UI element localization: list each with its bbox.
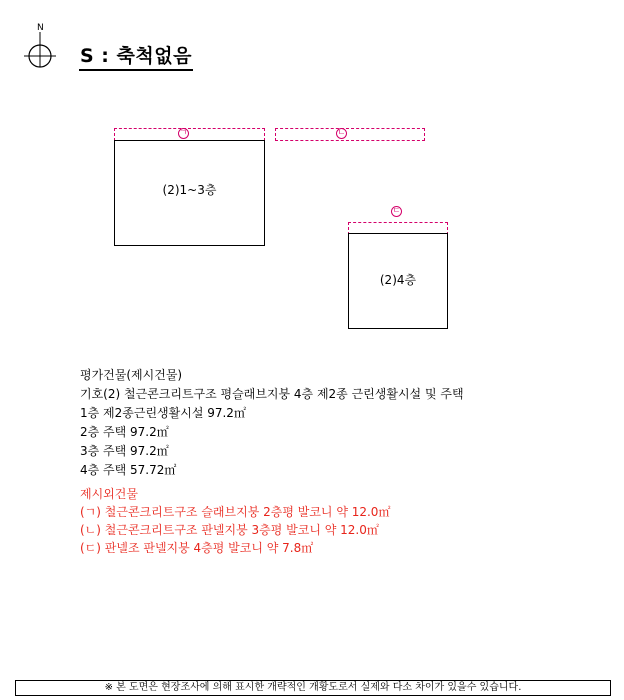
excluded-building-info — [80, 485, 390, 557]
marker-a-label: ㄱ — [179, 128, 188, 137]
balcony-b-outline — [275, 128, 425, 141]
excluded-item: (ㄷ) 판넬조 판넬지붕 4층평 발코니 약 7.8㎡ — [80, 541, 314, 555]
marker-b — [336, 128, 347, 139]
floor-row: 4층 주택 57.72㎡ — [80, 463, 177, 477]
building-label: (2)1~3층 — [162, 183, 217, 197]
north-arrow-icon — [23, 20, 63, 70]
evaluated-building-info — [80, 366, 464, 480]
disclaimer-note: ※ 본 도면은 현장조사에 의해 표시한 개략적인 개황도로서 실제와 다소 차이가 있을수 있습니다. — [15, 680, 611, 696]
floor-row: 3층 주택 97.2㎡ — [80, 444, 169, 458]
excluded-title: 제시외건물 — [80, 487, 138, 501]
marker-c — [391, 206, 402, 217]
north-label: N — [37, 23, 44, 33]
floor-row: 1층 제2종근린생활시설 97.2㎡ — [80, 406, 246, 420]
info-title: 평가건물(제시건물) — [80, 368, 183, 382]
building-floors-1-3 — [114, 140, 265, 246]
marker-c-label: ㄷ — [392, 206, 401, 215]
info-description: 기호(2) 철근콘크리트구조 평슬래브지붕 4층 제2종 근린생활시설 및 주택 — [80, 387, 464, 401]
building-floor-4 — [348, 233, 448, 329]
floor-row: 2층 주택 97.2㎡ — [80, 425, 169, 439]
excluded-item: (ㄱ) 철근콘크리트구조 슬래브지붕 2층평 발코니 약 12.0㎡ — [80, 505, 391, 519]
scale-note: S : 축척없음 — [79, 41, 193, 71]
excluded-item: (ㄴ) 철근콘크리트구조 판넬지붕 3층평 발코니 약 12.0㎡ — [80, 523, 379, 537]
building-label: (2)4층 — [379, 273, 417, 287]
marker-a — [178, 128, 189, 139]
marker-b-label: ㄴ — [337, 128, 346, 137]
